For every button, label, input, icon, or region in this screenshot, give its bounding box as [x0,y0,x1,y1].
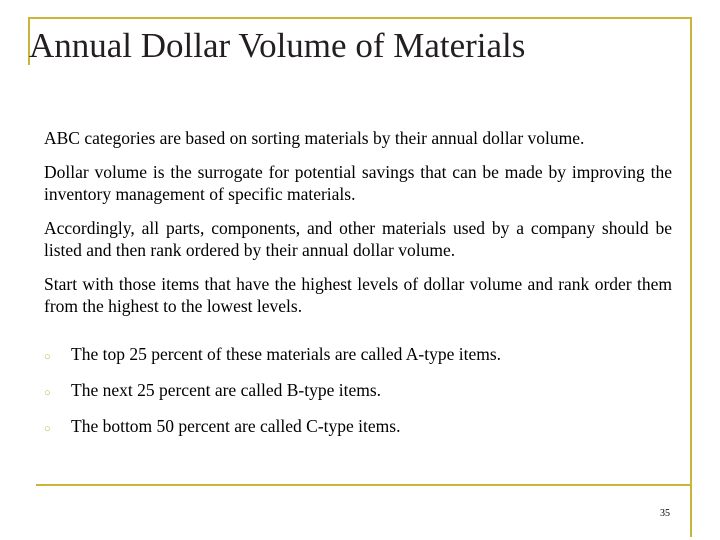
bullet-item [44,415,672,437]
slide-title: Annual Dollar Volume of Materials [29,26,526,65]
body-paragraph: ABC categories are based on sorting materials by their annual dollar volume. [44,128,585,148]
bottom-border-rule [36,484,692,486]
bullet-text: The next 25 percent are called B-type items. [71,380,382,400]
bullet-text: The bottom 50 percent are called C-type items. [71,416,401,436]
body-paragraph: Start with those items that have the highest levels of dollar volume and rank order them from the highest to the lowest levels. [44,274,672,316]
body-paragraph: Dollar volume is the surrogate for potential savings that can be made by improving the inventory management of specific materials. [44,162,672,204]
hollow-square-bullet-icon: ○ [44,351,51,363]
bullet-list [44,343,672,437]
bullet-text: The top 25 percent of these materials are called A-type items. [71,344,502,364]
bullet-item [44,343,672,365]
page-number: 35 [660,508,670,519]
slide-body [44,127,672,451]
body-paragraph: Accordingly, all parts, components, and other materials used by a company should be listed and then rank ordered by their annual dollar volume. [44,218,672,260]
bullet-item [44,379,672,401]
hollow-square-bullet-icon: ○ [44,387,51,399]
hollow-square-bullet-icon: ○ [44,423,51,435]
top-border-rule [28,17,692,19]
right-border-rule [690,17,692,537]
